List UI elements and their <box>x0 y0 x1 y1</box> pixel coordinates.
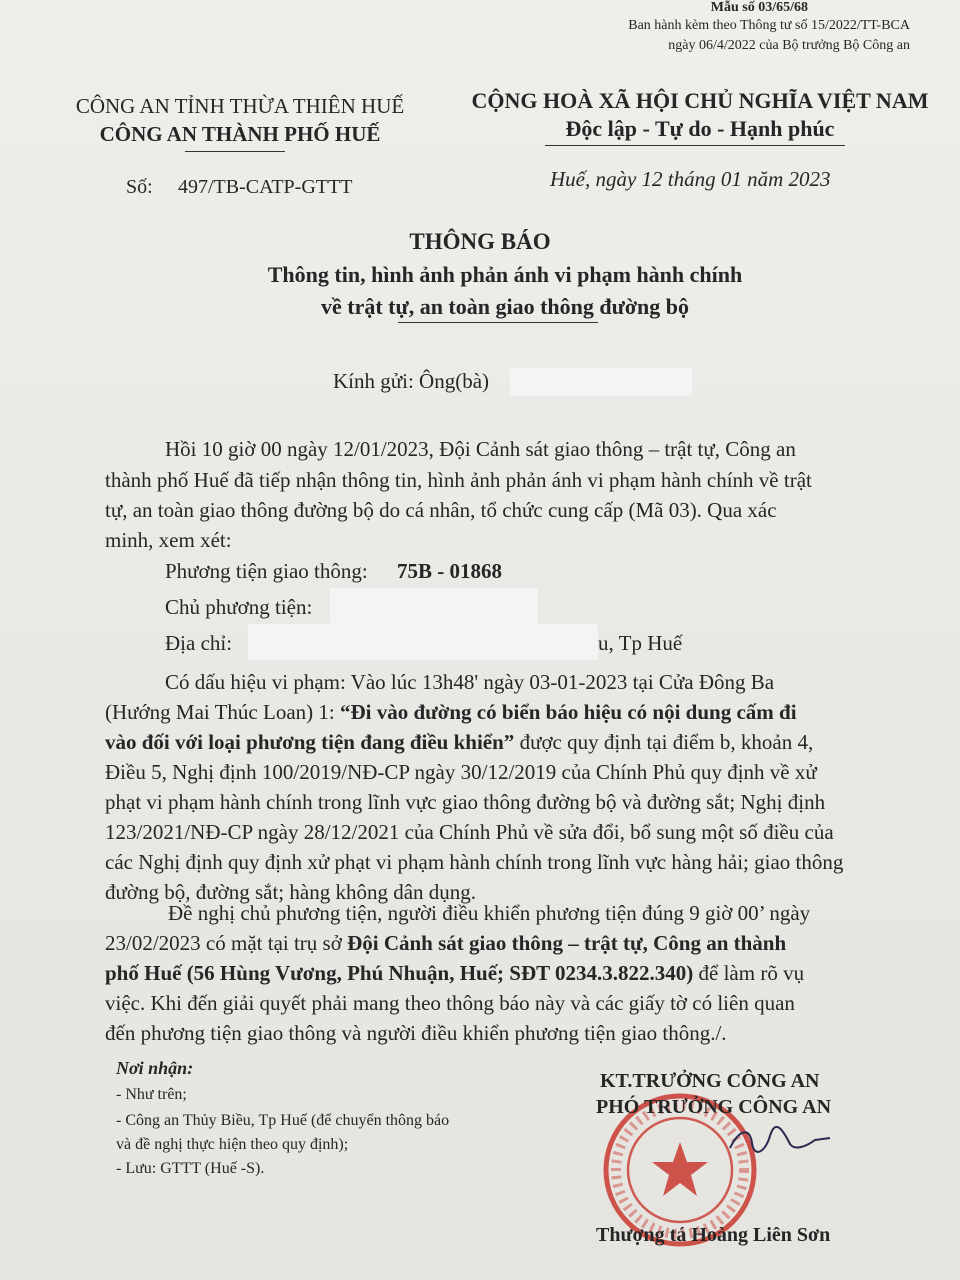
notice-subtitle-1: Thông tin, hình ảnh phản ánh vi phạm hành chính <box>267 262 743 287</box>
request-line-3: phố Huế (56 Hùng Vương, Phú Nhuận, Huế; SĐT 0234.3.822.340) để làm rõ vụ <box>105 961 805 985</box>
place-date: Huế, ngày 12 tháng 01 năm 2023 <box>550 167 831 191</box>
violation-line-6: 123/2021/NĐ-CP ngày 28/12/2021 của Chính Phủ về sửa đổi, bổ sung một số điều của <box>105 820 834 844</box>
signer-name: Thượng tá Hoàng Liên Sơn <box>596 1224 831 1246</box>
paragraph-1-line-4: minh, xem xét: <box>105 528 232 552</box>
form-issued-line2: ngày 06/4/2022 của Bộ trưởng Bộ Công an <box>668 38 910 53</box>
request-line-1: Đề nghị chủ phương tiện, người điều khiển phương tiện đúng 9 giờ 00’ ngày <box>168 901 811 925</box>
redacted-recipient-name <box>510 368 692 396</box>
recipients-heading: Nơi nhận: <box>116 1058 194 1078</box>
violation-line-3: vào đối với loại phương tiện đang điều khiển” được quy định tại điểm b, khoản 4, <box>105 730 814 754</box>
motto-underline <box>545 145 845 146</box>
violation-line-1: Có dấu hiệu vi phạm: Vào lúc 13h48' ngày 03-01-2023 tại Cửa Đông Ba <box>165 670 775 694</box>
redacted-address <box>248 624 598 660</box>
nation-motto: Độc lập - Tự do - Hạnh phúc <box>565 116 835 141</box>
address-label: Địa chỉ: <box>165 631 233 655</box>
agency-parent: CÔNG AN TỈNH THỪA THIÊN HUẾ <box>75 94 405 118</box>
form-issued-line1: Ban hành kèm theo Thông tư số 15/2022/TT-BCA <box>628 18 910 33</box>
paragraph-1-line-2: thành phố Huế đã tiếp nhận thông tin, hình ảnh phản ánh vi phạm hành chính về trật <box>105 468 812 492</box>
violation-line-8: đường bộ, đường sắt; hàng không dân dụng. <box>105 880 477 904</box>
nation-title: CỘNG HOÀ XÃ HỘI CHỦ NGHĨA VIỆT NAM <box>471 88 929 113</box>
form-number: Mẫu số 03/65/68 <box>710 0 808 15</box>
signature-title-2: PHÓ TRƯỞNG CÔNG AN <box>596 1096 832 1118</box>
document-number-label: Số: <box>126 176 153 198</box>
document-number: 497/TB-CATP-GTTT <box>178 176 353 198</box>
notice-subtitle-2: về trật tự, an toàn giao thông đường bộ <box>320 294 689 319</box>
request-line-4: việc. Khi đến giải quyết phải mang theo thông báo này và các giấy tờ có liên quan <box>105 991 795 1015</box>
request-line-2: 23/02/2023 có mặt tại trụ sở Đội Cảnh sát giao thông – trật tự, Công an thành <box>105 931 787 955</box>
salutation: Kính gửi: Ông(bà) <box>333 369 490 393</box>
subtitle-underline <box>398 322 598 323</box>
address-tail: u, Tp Huế <box>598 631 683 655</box>
paragraph-1-line-3: tự, an toàn giao thông đường bộ do cá nhân, tổ chức cung cấp (Mã 03). Qua xác <box>105 498 777 522</box>
violation-line-2: (Hướng Mai Thúc Loan) 1: “Đi vào đường có biển báo hiệu có nội dung cấm đi <box>105 700 797 724</box>
signature-title-1: KT.TRƯỞNG CÔNG AN <box>600 1070 820 1092</box>
recipient-2a: - Công an Thủy Biều, Tp Huế (để chuyển thông báo <box>116 1112 450 1129</box>
vehicle-label: Phương tiện giao thông: <box>165 559 368 583</box>
violation-line-4: Điều 5, Nghị định 100/2019/NĐ-CP ngày 30/12/2019 của Chính Phủ quy định về xử <box>105 760 817 784</box>
vehicle-plate: 75B - 01868 <box>397 559 502 583</box>
agency-underline <box>185 151 285 152</box>
request-line-5: đến phương tiện giao thông và người điều khiển phương tiện giao thông./. <box>105 1021 727 1045</box>
paragraph-1-line-1: Hồi 10 giờ 00 ngày 12/01/2023, Đội Cảnh sát giao thông – trật tự, Công an <box>165 437 796 461</box>
recipient-1: - Như trên; <box>116 1086 187 1103</box>
recipient-3: - Lưu: GTTT (Huế -S). <box>116 1160 265 1177</box>
notice-title: THÔNG BÁO <box>409 229 551 254</box>
recipient-2b: và đề nghị thực hiện theo quy định); <box>116 1136 349 1153</box>
owner-label: Chủ phương tiện: <box>165 595 313 619</box>
handwritten-signature <box>720 1118 840 1158</box>
violation-line-5: phạt vi phạm hành chính trong lĩnh vực giao thông đường bộ và đường sắt; Nghị định <box>105 790 826 814</box>
violation-line-7: các Nghị định quy định xử phạt vi phạm hành chính trong lĩnh vực hàng hải; giao thông <box>105 850 844 874</box>
agency-name: CÔNG AN THÀNH PHỐ HUẾ <box>99 122 381 146</box>
redacted-owner <box>330 588 538 624</box>
